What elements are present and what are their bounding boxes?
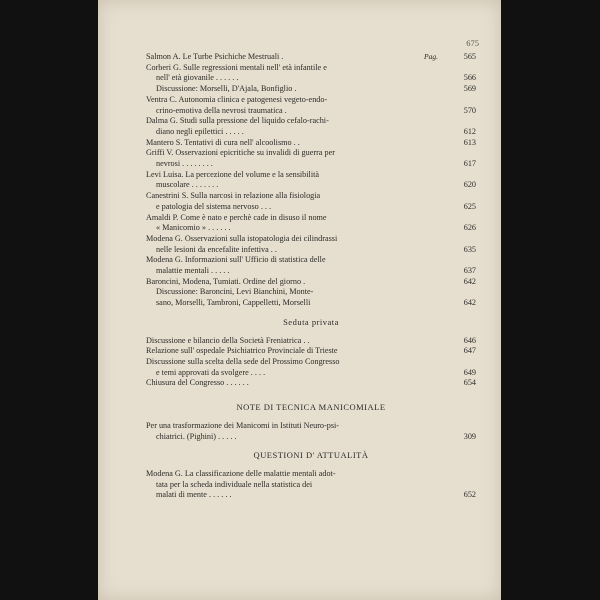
- toc-entry: [146, 148, 476, 169]
- toc-entry-line: Salmon A. Le Turbe Psichiche Mestruali .: [146, 52, 284, 61]
- table-of-contents: [146, 52, 476, 501]
- toc-entry-line: Discussione: Morselli, D'Ajala, Bonfiglio .: [156, 84, 297, 94]
- toc-entry: [146, 138, 476, 149]
- toc-entry-line: Modena G. Osservazioni sulla istopatologia dei cilindrassi: [146, 233, 338, 243]
- toc-entry-line: nell' età giovanile . . . . . .: [156, 73, 239, 83]
- toc-entry: [146, 234, 476, 255]
- toc-entry-line: Canestrini S. Sulla narcosi in relazione alla fisiologia: [146, 191, 321, 201]
- toc-page-ref: 652: [463, 490, 476, 500]
- toc-section-questioni: [146, 469, 476, 501]
- toc-entry: [146, 346, 476, 357]
- toc-page-ref: 620: [463, 180, 476, 190]
- toc-entry-line: malati di mente . . . . . .: [156, 490, 232, 500]
- toc-page-ref: 566: [463, 73, 476, 83]
- toc-entry-line: malattie mentali . . . . .: [156, 266, 230, 276]
- toc-entry: [146, 277, 476, 288]
- toc-entry: [146, 255, 476, 276]
- toc-page-ref: 654: [463, 378, 476, 388]
- pag-label: Pag.: [424, 52, 438, 61]
- toc-entry-line: e patologia del sistema nervoso . . .: [156, 201, 272, 211]
- book-page: [98, 0, 501, 600]
- toc-entry-line: muscolare . . . . . . .: [156, 180, 219, 190]
- toc-entry: [146, 84, 476, 95]
- toc-page-ref: 635: [463, 244, 476, 254]
- toc-entry: [146, 336, 476, 347]
- questioni-heading: QUESTIONI D' ATTUALITÀ: [253, 450, 369, 461]
- toc-entry-line: chiatrici. (Pighini) . . . . .: [156, 431, 237, 441]
- toc-page-ref: 646: [463, 335, 476, 345]
- toc-section-congress: [146, 52, 476, 309]
- toc-entry: [146, 469, 476, 501]
- note-heading: NOTE DI TECNICA MANICOMIALE: [236, 402, 386, 413]
- toc-entry: [146, 95, 476, 116]
- toc-page-ref: 570: [463, 105, 476, 115]
- toc-entry-line: Baroncini, Modena, Tumiati. Ordine del giorno .: [146, 276, 306, 286]
- page-number: 675: [466, 38, 479, 48]
- toc-entry-line: Discussione: Baroncini, Levi Bianchini, Monte-: [156, 287, 314, 297]
- toc-entry-line: Discussione e bilancio della Società Freniatrica . .: [146, 335, 310, 345]
- toc-entry: [146, 52, 476, 63]
- toc-entry: [146, 287, 476, 308]
- toc-page-ref: 617: [463, 159, 476, 169]
- toc-entry-line: crino-emotiva della nevrosi traumatica .: [156, 105, 287, 115]
- toc-entry: [146, 63, 476, 84]
- toc-entry-line: nevrosi . . . . . . . .: [156, 159, 213, 169]
- toc-entry-line: Discussione sulla scelta della sede del Prossimo Congresso: [146, 356, 340, 366]
- toc-entry-line: Chiusura del Congresso . . . . . .: [146, 378, 249, 388]
- toc-entry-line: Modena G. La classificazione delle malattie mentali adot-: [146, 468, 336, 478]
- toc-entry-line: e temi approvati da svolgere . . . .: [156, 367, 266, 377]
- seduta-privata-heading: Seduta privata: [283, 316, 339, 327]
- toc-page-ref: 649: [463, 367, 476, 377]
- toc-entry-line: Amaldi P. Come è nato e perchè cade in disuso il nome: [146, 212, 327, 222]
- toc-entry: [146, 378, 476, 389]
- toc-entry-line: nelle lesioni da encefalite infettiva . .: [156, 244, 277, 254]
- toc-page-ref: 612: [463, 126, 476, 136]
- toc-page-ref: 569: [463, 84, 476, 94]
- toc-page-ref: 626: [463, 223, 476, 233]
- toc-entry-line: Modena G. Informazioni sull' Ufficio di statistica delle: [146, 255, 326, 265]
- toc-entry-line: Griffi V. Osservazioni epicritiche su invalidi di guerra per: [146, 148, 335, 158]
- toc-page-ref: 637: [463, 266, 476, 276]
- toc-section-notes: [146, 421, 476, 442]
- toc-entry: [146, 213, 476, 234]
- toc-entry-line: Corberi G. Sulle regressioni mentali nell' età infantile e: [146, 62, 327, 72]
- toc-entry-line: tata per la scheda individuale nella statistica dei: [156, 479, 313, 489]
- toc-page-ref: 642: [463, 298, 476, 308]
- toc-entry-line: Mantero S. Tentativi di cura nell' alcoolismo . .: [146, 137, 300, 147]
- toc-entry-line: « Manicomio » . . . . . .: [156, 223, 231, 233]
- toc-entry-line: Levi Luisa. La percezione del volume e la sensibilità: [146, 169, 320, 179]
- toc-page-ref: 625: [463, 201, 476, 211]
- toc-entry: [146, 357, 476, 378]
- toc-entry-line: diano negli epilettici . . . . .: [156, 126, 244, 136]
- toc-entry-line: Dalma G. Studi sulla pressione del liquido cefalo-rachi-: [146, 116, 329, 126]
- toc-entry: [146, 170, 476, 191]
- toc-entry: [146, 191, 476, 212]
- toc-page-ref: 565: [463, 52, 476, 61]
- toc-page-ref: 647: [463, 346, 476, 356]
- toc-section-private: [146, 336, 476, 390]
- toc-entry-line: Relazione sull' ospedale Psichiatrico Provinciale di Trieste: [146, 346, 338, 356]
- toc-entry-line: Ventra C. Autonomia clinica e patogenesi vegeto-endo-: [146, 94, 328, 104]
- toc-entry: [146, 116, 476, 137]
- toc-page-ref: 309: [463, 431, 476, 441]
- toc-page-ref: 642: [463, 276, 476, 286]
- toc-entry-line: sano, Morselli, Tambroni, Cappelletti, Morselli: [156, 298, 311, 308]
- toc-entry-line: Per una trasformazione dei Manicomi in Istituti Neuro-psi-: [146, 420, 340, 430]
- toc-entry: [146, 421, 476, 442]
- toc-page-ref: 613: [463, 137, 476, 147]
